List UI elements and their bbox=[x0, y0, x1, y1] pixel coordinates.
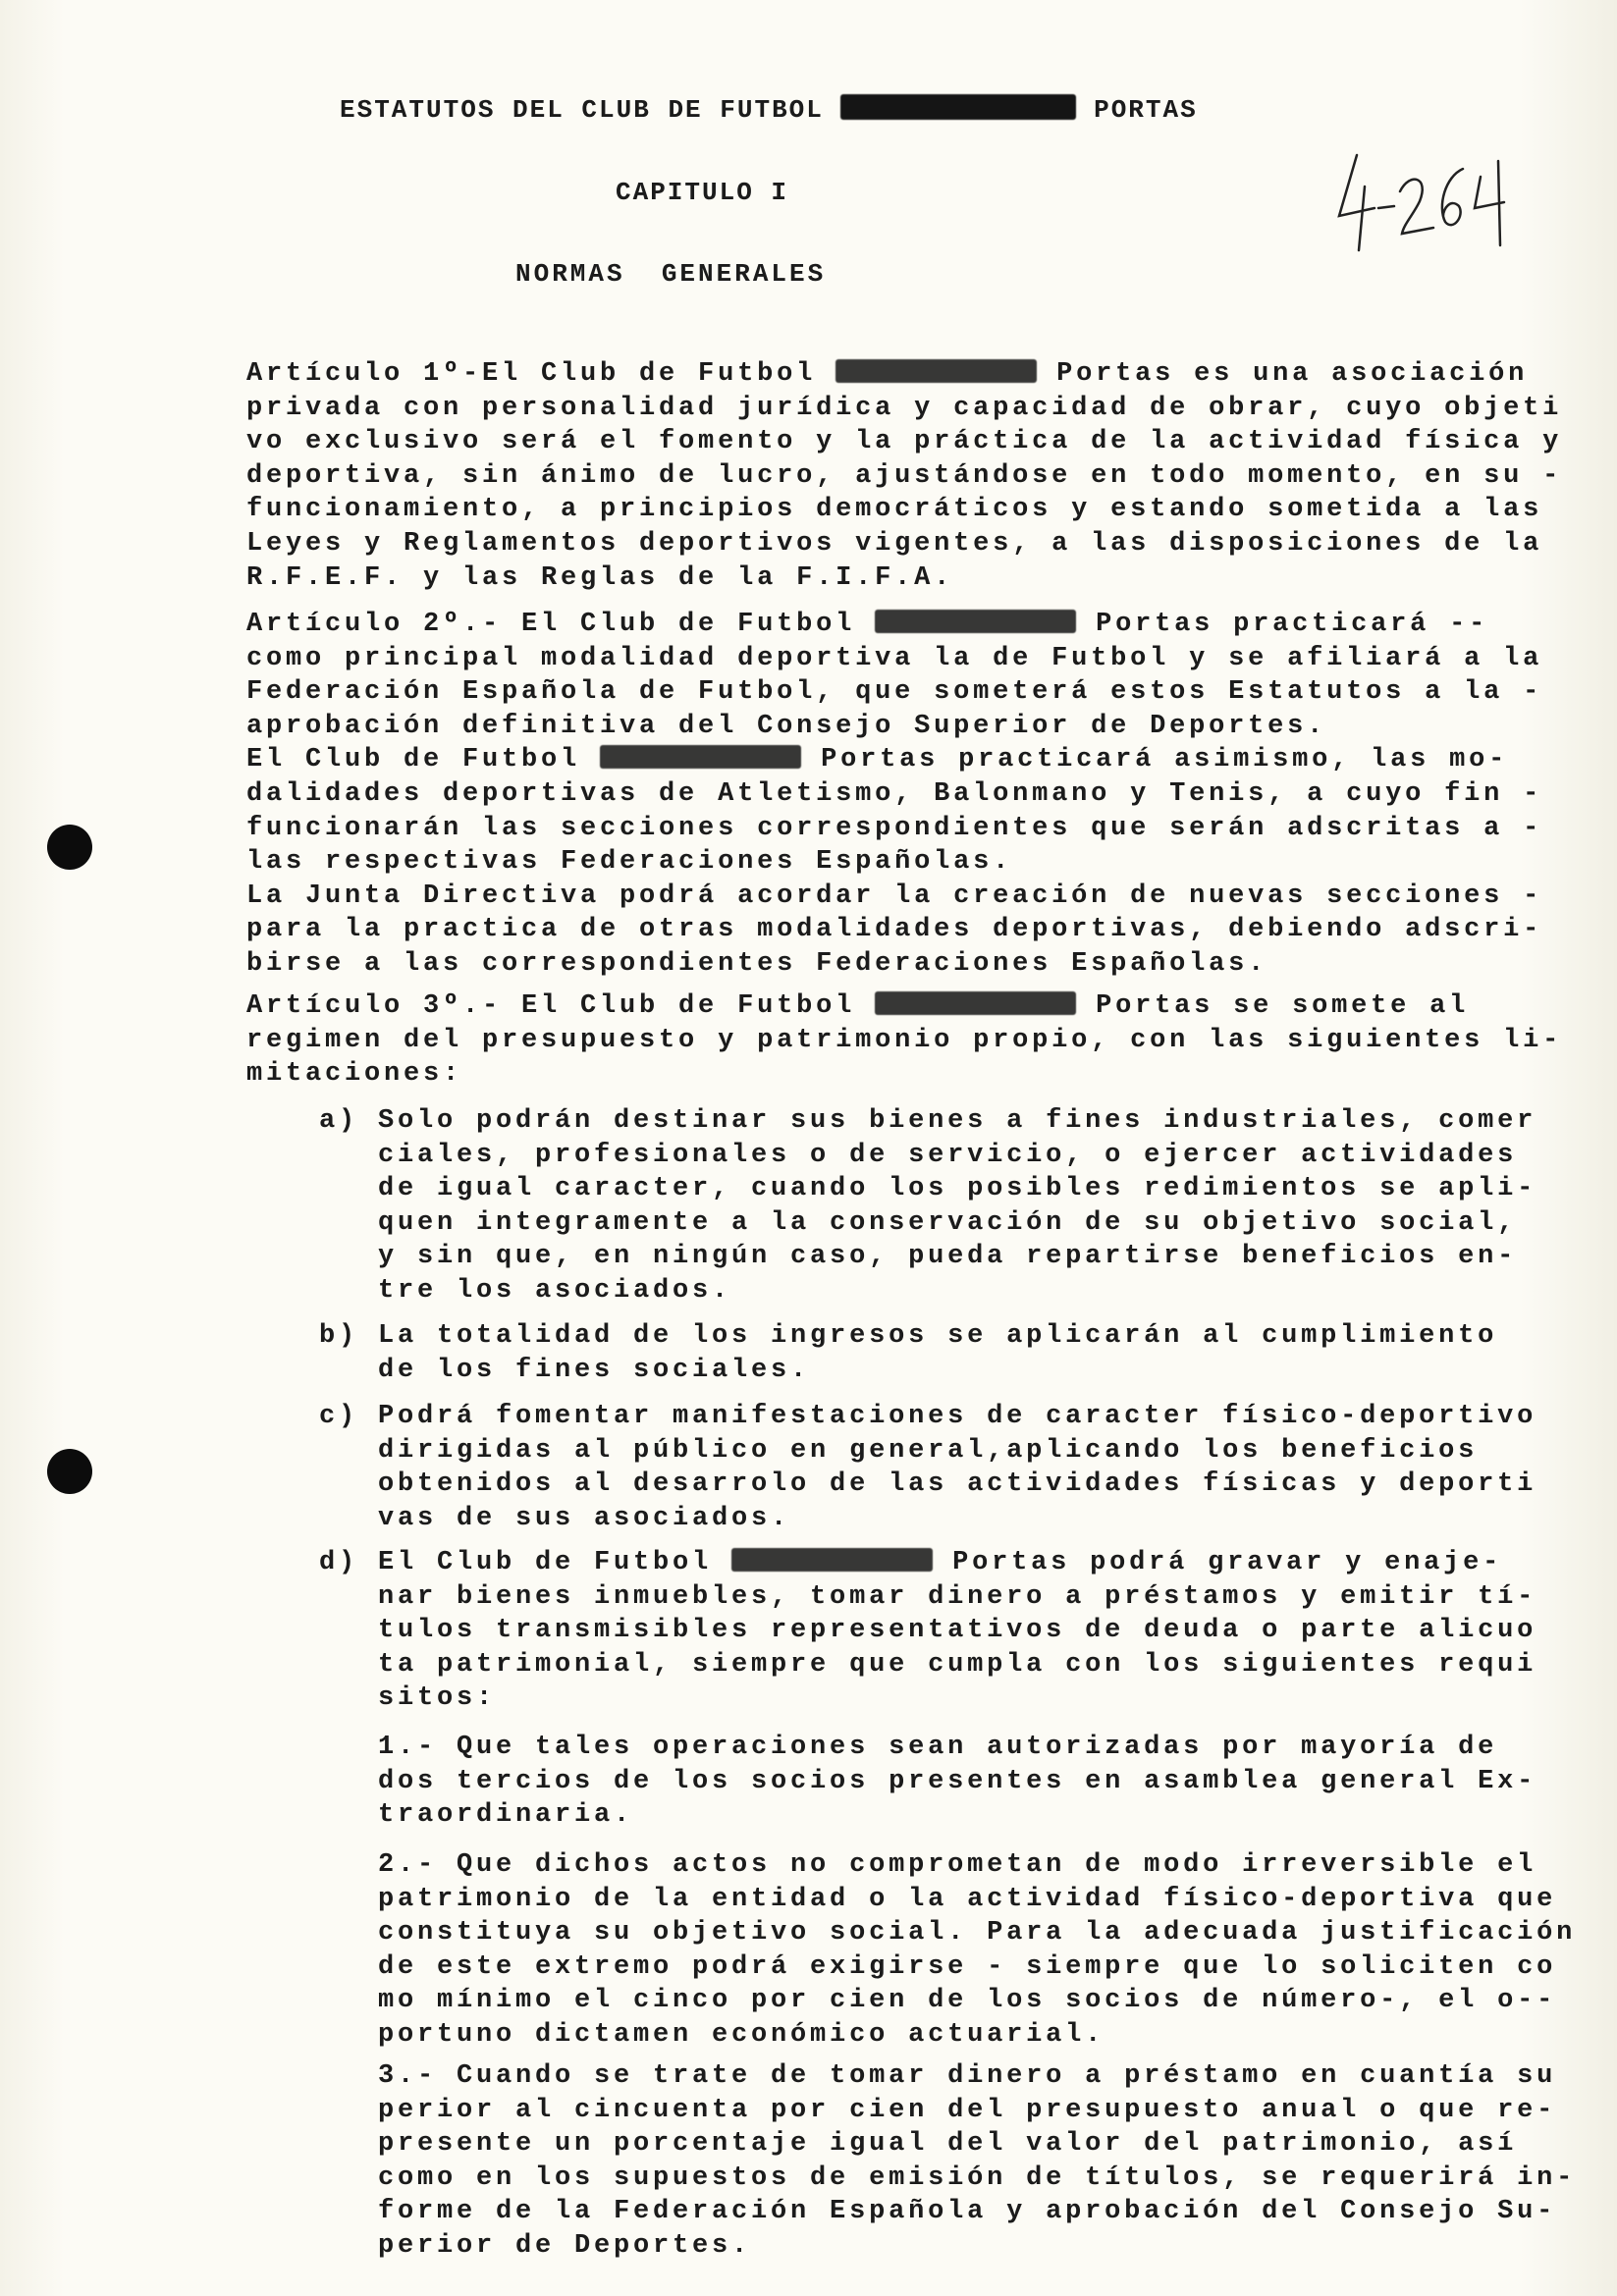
text-segment: Portas es una asociación bbox=[1037, 359, 1529, 389]
text-line: de igual caracter, cuando los posibles redimientos se apli- bbox=[378, 1174, 1537, 1204]
text-line: obtenidos al desarrolo de las actividades físicas y deporti bbox=[378, 1469, 1537, 1500]
text-segment: El Club de Futbol bbox=[378, 1548, 732, 1577]
text-line: Federación Española de Futbol, que someterá estos Estatutos a la - bbox=[246, 677, 1543, 708]
text-line: ciales, profesionales o de servicio, o ejercer actividades bbox=[378, 1140, 1518, 1170]
text-line: portuno dictamen económico actuarial. bbox=[378, 2019, 1105, 2050]
text-segment: Portas podrá gravar y enaje- bbox=[933, 1548, 1503, 1577]
text-line: para la practica de otras modalidades deportivas, debiendo adscri- bbox=[246, 915, 1543, 945]
section-heading: NORMAS GENERALES bbox=[515, 259, 827, 289]
text-line: 2.- Que dichos actos no comprometan de modo irreversible el bbox=[378, 1850, 1537, 1880]
text-line: privada con personalidad jurídica y capacidad de obrar, cuyo objeti bbox=[246, 393, 1563, 423]
text-line bbox=[246, 357, 1562, 392]
handwritten-reference-number bbox=[1335, 147, 1512, 255]
requirement-3 bbox=[378, 2059, 1576, 2264]
article-3 bbox=[246, 989, 1562, 1092]
text-line: regimen del presupuesto y patrimonio propio, con las siguientes li- bbox=[246, 1025, 1563, 1055]
text-segment: Portas se somete al bbox=[1076, 991, 1470, 1021]
text-line: Leyes y Reglamentos deportivos vigentes, a las disposiciones de la bbox=[246, 528, 1543, 559]
requirement-2 bbox=[378, 1848, 1576, 2053]
article-1 bbox=[246, 357, 1562, 595]
item-label: c) bbox=[319, 1402, 359, 1431]
text-line: de los fines sociales. bbox=[378, 1355, 811, 1385]
text-line: forme de la Federación Española y aprobación del Consejo Su- bbox=[378, 2197, 1557, 2227]
text-line: 3.- Cuando se trate de tomar dinero a préstamo en cuantía su bbox=[378, 2061, 1557, 2091]
text-line: perior de Deportes. bbox=[378, 2230, 752, 2261]
redaction-mark bbox=[835, 359, 1037, 383]
redaction-mark bbox=[600, 745, 801, 769]
text-line: las respectivas Federaciones Españolas. bbox=[246, 847, 1013, 878]
text-line: birse a las correspondientes Federaciones Españolas. bbox=[246, 948, 1268, 979]
title-text-end: PORTAS bbox=[1076, 95, 1198, 125]
text-line: tulos transmisibles representativos de deuda o parte alicuo bbox=[378, 1616, 1537, 1646]
redaction-mark bbox=[875, 991, 1076, 1015]
text-line: tre los asociados. bbox=[378, 1275, 732, 1306]
text-line: constituya su objetivo social. Para la adecuada justificación bbox=[378, 1918, 1577, 1949]
text-segment: Artículo 1º-El Club de Futbol bbox=[246, 359, 836, 389]
item-c bbox=[319, 1400, 1537, 1535]
text-line bbox=[246, 608, 1542, 642]
redaction-mark bbox=[875, 610, 1076, 633]
article-2 bbox=[246, 608, 1542, 982]
text-line: dalidades deportivas de Atletismo, Balonmano y Tenis, a cuyo fin - bbox=[246, 778, 1543, 809]
text-segment: Artículo 2º.- El Club de Futbol bbox=[246, 610, 876, 639]
text-line: 1.- Que tales operaciones sean autorizadas por mayoría de bbox=[378, 1733, 1498, 1762]
item-d bbox=[319, 1546, 1537, 1716]
item-a bbox=[319, 1104, 1537, 1308]
item-label: a) bbox=[319, 1106, 359, 1136]
text-line: dirigidas al público en general,aplicando los beneficios bbox=[378, 1435, 1479, 1466]
text-line bbox=[246, 989, 1562, 1024]
text-line: funcionamiento, a principios democráticos y estando sometida a las bbox=[246, 495, 1543, 525]
text-line: La Junta Directiva podrá acordar la creación de nuevas secciones - bbox=[246, 881, 1543, 911]
text-line: nar bienes inmuebles, tomar dinero a préstamos y emitir tí- bbox=[378, 1581, 1537, 1612]
text-line: funcionarán las secciones correspondientes que serán adscritas a - bbox=[246, 813, 1543, 843]
text-line: traordinaria. bbox=[378, 1800, 634, 1831]
text-line: como en los supuestos de emisión de títulos, se requerirá in- bbox=[378, 2163, 1577, 2193]
item-b bbox=[319, 1319, 1498, 1387]
text-line: perior al cincuenta por cien del presupuesto anual o que re- bbox=[378, 2095, 1557, 2125]
text-segment: Artículo 3º.- El Club de Futbol bbox=[246, 991, 876, 1021]
text-segment: Portas practicará asimismo, las mo- bbox=[801, 745, 1509, 775]
punch-hole bbox=[47, 825, 92, 870]
text-line: mo mínimo el cinco por cien de los socios de número-, el o-- bbox=[378, 1986, 1557, 2016]
text-line: dos tercios de los socios presentes en asamblea general Ex- bbox=[378, 1766, 1537, 1796]
text-line: mitaciones: bbox=[246, 1059, 463, 1090]
text-line: sitos: bbox=[378, 1683, 497, 1714]
text-line: Podrá fomentar manifestaciones de caracter físico-deportivo bbox=[378, 1402, 1537, 1431]
chapter-heading: CAPITULO I bbox=[616, 178, 789, 207]
text-segment: Portas practicará -- bbox=[1076, 610, 1489, 639]
redaction-mark bbox=[840, 94, 1076, 120]
text-line: como principal modalidad deportiva la de Futbol y se afiliará a la bbox=[246, 643, 1543, 673]
document-title bbox=[340, 94, 1198, 125]
text-line: y sin que, en ningún caso, pueda repartirse beneficios en- bbox=[378, 1242, 1518, 1272]
text-line: vas de sus asociados. bbox=[378, 1503, 791, 1533]
text-segment: El Club de Futbol bbox=[246, 745, 601, 775]
text-line: quen integramente a la conservación de su objetivo social, bbox=[378, 1207, 1518, 1238]
text-line: R.F.E.F. y las Reglas de la F.I.F.A. bbox=[246, 562, 954, 593]
text-line: aprobación definitiva del Consejo Superior de Deportes. bbox=[246, 711, 1327, 741]
redaction-mark bbox=[731, 1548, 933, 1572]
text-line: vo exclusivo será el fomento y la práctica de la actividad física y bbox=[246, 427, 1563, 457]
text-line: La totalidad de los ingresos se aplicarán al cumplimiento bbox=[378, 1321, 1498, 1351]
text-line: ta patrimonial, siempre que cumpla con los siguientes requi bbox=[378, 1649, 1537, 1680]
text-line: de este extremo podrá exigirse - siempre que lo soliciten co bbox=[378, 1951, 1557, 1982]
text-line: deportiva, sin ánimo de lucro, ajustándose en todo momento, en su - bbox=[246, 460, 1563, 491]
requirement-1 bbox=[378, 1731, 1536, 1833]
item-label: b) bbox=[319, 1321, 359, 1351]
title-text: ESTATUTOS DEL CLUB DE FUTBOL bbox=[340, 95, 841, 125]
text-line: patrimonio de la entidad o la actividad físico-deportiva que bbox=[378, 1884, 1557, 1914]
text-line bbox=[378, 1546, 1536, 1580]
text-line bbox=[246, 743, 1542, 777]
text-line: presente un porcentaje igual del valor del patrimonio, así bbox=[378, 2129, 1518, 2160]
item-label: d) bbox=[319, 1548, 359, 1577]
text-line: Solo podrán destinar sus bienes a fines industriales, comer bbox=[378, 1106, 1537, 1136]
punch-hole bbox=[47, 1449, 92, 1494]
